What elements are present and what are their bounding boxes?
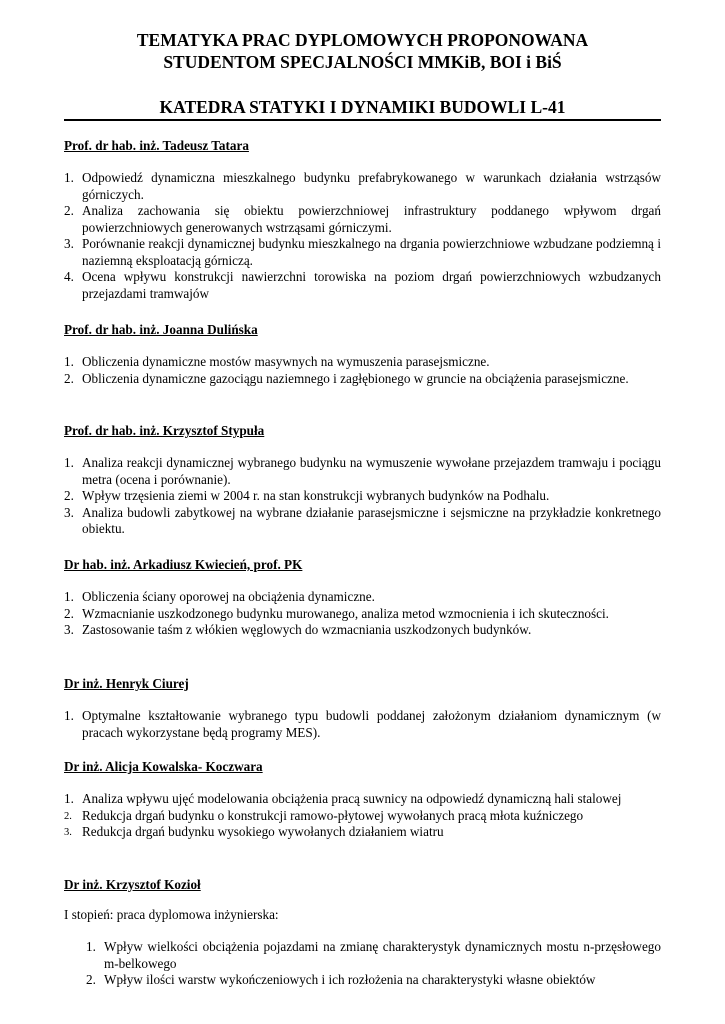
list-item bbox=[64, 269, 661, 302]
list-item bbox=[64, 488, 661, 505]
item-number: 1. bbox=[86, 939, 96, 954]
document-title-line-2: STUDENTOM SPECJALNOŚCI MMKiB, BOI i BiŚ bbox=[163, 52, 562, 72]
list-item bbox=[64, 808, 661, 825]
item-number: 1. bbox=[64, 354, 74, 369]
topic-list bbox=[64, 455, 661, 538]
list-item bbox=[64, 791, 661, 808]
item-number: 3. bbox=[64, 622, 74, 637]
supervisor-name: Dr inż. Alicja Kowalska- Koczwara bbox=[64, 759, 263, 774]
item-number: 2. bbox=[64, 810, 72, 822]
supervisor-name: Prof. dr hab. inż. Tadeusz Tatara bbox=[64, 138, 249, 153]
list-item bbox=[64, 589, 661, 606]
item-text: Optymalne kształtowanie wybranego typu budowli poddanej założonym działaniom dynamicznym (w pracach wykorzystane będą programy MES). bbox=[82, 708, 661, 740]
item-text: Wzmacnianie uszkodzonego budynku murowanego, analiza metod wzmocnienia i ich skuteczności. bbox=[82, 605, 609, 621]
supervisor-name: Dr inż. Krzysztof Kozioł bbox=[64, 877, 201, 892]
item-text: Ocena wpływu konstrukcji nawierzchni torowiska na poziom drgań powierzchniowych wzbudzanych przejazdami tramwajów bbox=[82, 269, 661, 301]
list-item bbox=[64, 203, 661, 236]
list-item bbox=[64, 371, 661, 388]
item-text: Analiza reakcji dynamicznej wybranego budynku na wymuszenie wywołane przejazdem tramwaju i pociągu metra (ocena i porównanie). bbox=[82, 455, 661, 487]
section-ciurej bbox=[64, 675, 661, 741]
item-text: Redukcja drgań budynku o konstrukcji ramowo-płytowej wywołanych pracą młota kuźniczego bbox=[82, 807, 584, 823]
list-item bbox=[64, 622, 661, 639]
item-text: Analiza budowli zabytkowej na wybrane działanie parasejsmiczne i sejsmiczne na przykładzie konkretnego obiektu. bbox=[82, 504, 661, 536]
item-number: 2. bbox=[86, 972, 96, 987]
topic-list bbox=[64, 708, 661, 741]
list-item bbox=[64, 505, 661, 538]
topic-list bbox=[64, 354, 661, 387]
item-number: 1. bbox=[64, 455, 74, 470]
topic-list bbox=[64, 589, 661, 639]
item-text: Odpowiedź dynamiczna mieszkalnego budynku prefabrykowanego w warunkach działania wstrząsów górniczych. bbox=[82, 170, 661, 202]
item-text: Analiza wpływu ujęć modelowania obciążenia pracą suwnicy na odpowiedź dynamiczną hali stalowej bbox=[82, 791, 622, 806]
item-number: 1. bbox=[64, 708, 74, 723]
list-item bbox=[64, 354, 661, 371]
list-item bbox=[64, 455, 661, 488]
section-kowalska-koczwara bbox=[64, 758, 661, 841]
item-number: 2. bbox=[64, 370, 74, 386]
section-kwiecien bbox=[64, 556, 661, 639]
item-number: 3. bbox=[64, 827, 72, 838]
section-koziol bbox=[64, 876, 661, 989]
item-number: 2. bbox=[64, 203, 74, 218]
title-divider bbox=[64, 119, 661, 121]
list-item bbox=[64, 170, 661, 203]
item-number: 1. bbox=[64, 791, 74, 806]
list-item bbox=[64, 824, 661, 841]
item-number: 2. bbox=[64, 605, 74, 621]
item-number: 3. bbox=[64, 236, 74, 251]
item-text: Obliczenia ściany oporowej na obciążenia dynamiczne. bbox=[82, 589, 375, 604]
section-dulinska bbox=[64, 321, 661, 387]
item-text: Wpływ ilości warstw wykończeniowych i ich rozłożenia na charakterystyki własne obiektów bbox=[104, 972, 596, 987]
item-text: Analiza zachowania się obiektu powierzchniowej infrastruktury poddanego wpływom drgań powierzchniowych generowanych wstrząsami górniczymi. bbox=[82, 203, 661, 235]
list-item bbox=[86, 972, 661, 989]
supervisor-name: Prof. dr hab. inż. Krzysztof Stypuła bbox=[64, 423, 265, 438]
item-text: Wpływ wielkości obciążenia pojazdami na zmianę charakterystyk dynamicznych mostu n-przęsłowego m-belkowego bbox=[104, 939, 661, 971]
item-text: Obliczenia dynamiczne gazociągu naziemnego i zagłębionego w gruncie na obciążenia parasejsmiczne. bbox=[82, 370, 629, 386]
item-number: 2. bbox=[64, 488, 74, 503]
supervisor-name: Dr inż. Henryk Ciurej bbox=[64, 676, 189, 691]
section-stypula bbox=[64, 422, 661, 538]
section-tatara bbox=[64, 137, 661, 302]
item-number: 4. bbox=[64, 269, 74, 284]
topic-list bbox=[86, 939, 661, 989]
document-title-line-1: TEMATYKA PRAC DYPLOMOWYCH PROPONOWANA bbox=[136, 30, 589, 50]
item-number: 3. bbox=[64, 504, 74, 520]
list-item bbox=[64, 606, 661, 623]
list-item bbox=[64, 708, 661, 741]
item-text: Zastosowanie taśm z włókien węglowych do wzmacniania uszkodzonych budynków. bbox=[82, 622, 532, 637]
supervisor-name: Dr hab. inż. Arkadiusz Kwiecień, prof. PK bbox=[64, 557, 303, 572]
list-item bbox=[86, 939, 661, 972]
item-text: Wpływ trzęsienia ziemi w 2004 r. na stan konstrukcji wybranych budynków na Podhalu. bbox=[82, 488, 550, 503]
item-text: Porównanie reakcji dynamicznej budynku mieszkalnego na drgania powierzchniowe wzbudzane podziemną i naziemną eksploatacją górniczą. bbox=[82, 236, 661, 268]
item-number: 1. bbox=[64, 589, 74, 604]
degree-level-subheading: I stopień: praca dyplomowa inżynierska: bbox=[64, 907, 279, 922]
topic-list bbox=[64, 170, 661, 302]
department-title: KATEDRA STATYKI I DYNAMIKI BUDOWLI L-41 bbox=[159, 97, 566, 117]
topic-list bbox=[64, 791, 661, 841]
item-text: Obliczenia dynamiczne mostów masywnych na wymuszenia parasejsmiczne. bbox=[82, 354, 490, 369]
item-number: 1. bbox=[64, 170, 74, 185]
item-text: Redukcja drgań budynku wysokiego wywołanych działaniem wiatru bbox=[82, 824, 444, 839]
list-item bbox=[64, 236, 661, 269]
supervisor-name: Prof. dr hab. inż. Joanna Dulińska bbox=[64, 322, 258, 337]
